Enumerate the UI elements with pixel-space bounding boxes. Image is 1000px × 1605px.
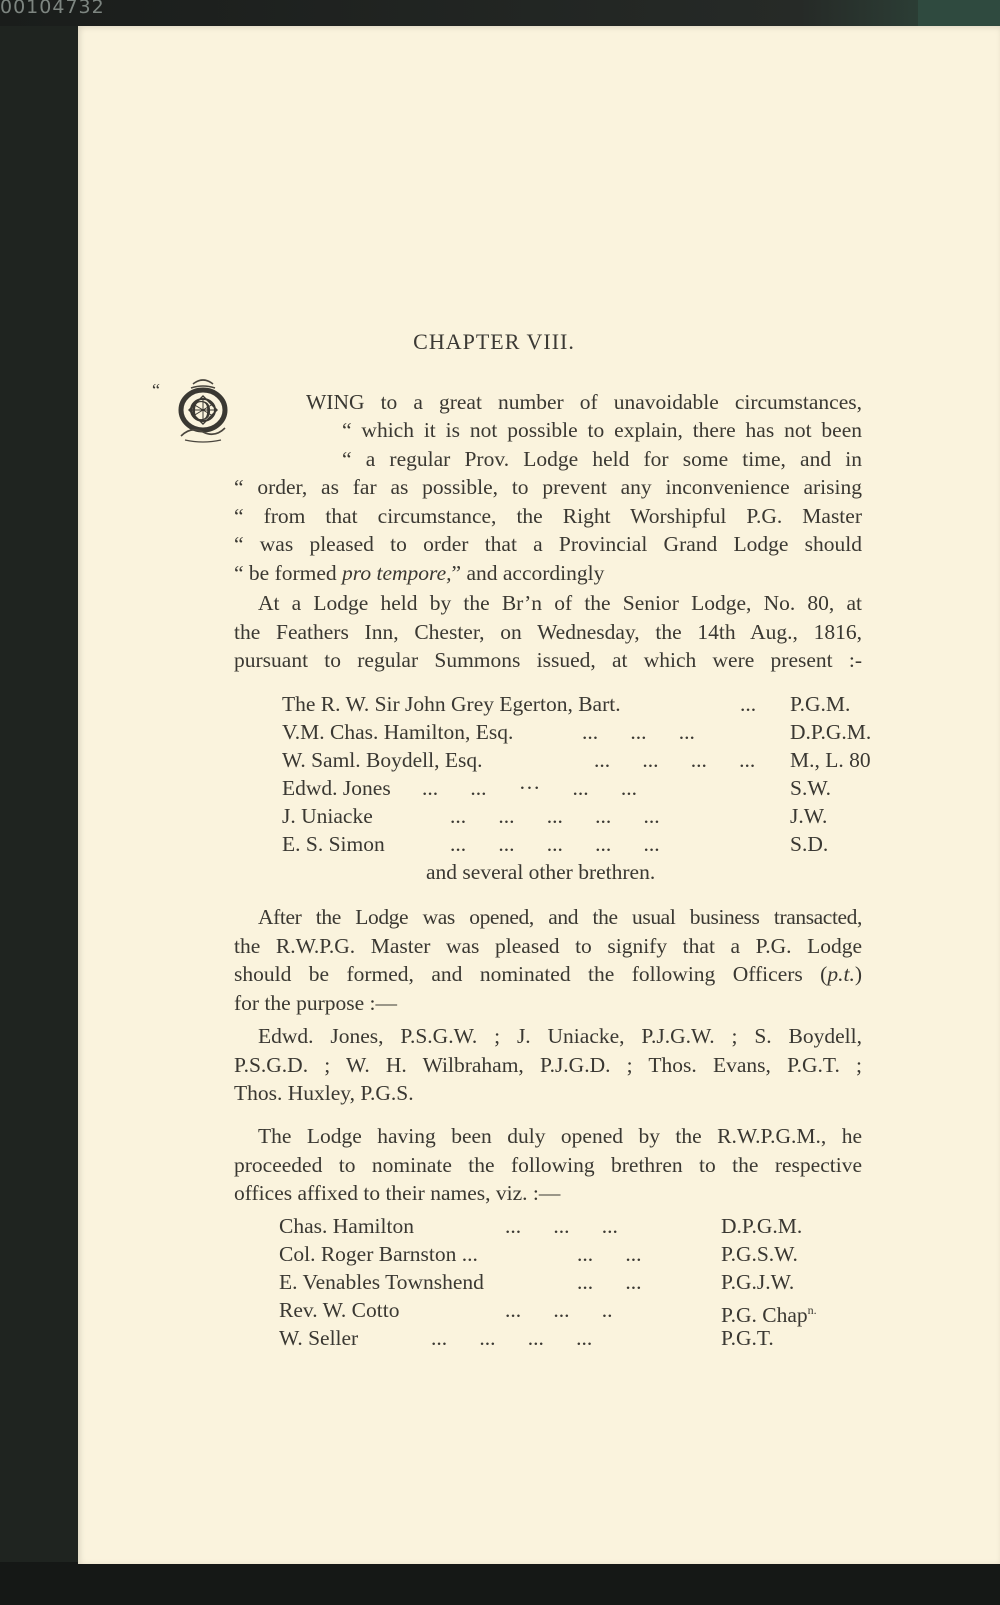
opening-line-1: WING to a great number of unavoidable circumstances, — [306, 390, 862, 414]
present-title: J.W. — [790, 804, 828, 828]
scan-header-strip — [0, 0, 1000, 26]
opening-paragraph — [234, 388, 862, 417]
present-title: S.W. — [790, 776, 832, 800]
meeting-line-3: pursuant to regular Summons issued, at which were present :- — [234, 648, 862, 672]
appointed-name: Chas. Hamilton — [279, 1214, 414, 1238]
appointed-list — [279, 1212, 839, 1362]
present-dots: ... — [740, 692, 757, 716]
present-dots: ... ... ··· ... ... — [422, 776, 637, 800]
opening-paragraph-body — [234, 473, 862, 587]
present-list — [282, 690, 872, 870]
appointed-dots: ... ... .. — [505, 1298, 613, 1322]
present-name: Edwd. Jones — [282, 776, 391, 800]
present-dots: ... ... ... ... ... — [450, 804, 660, 828]
nomination-line-1: The Lodge having been duly opened by the R.W.P.G.M., he — [258, 1124, 862, 1148]
appointed-dots: ... ... ... — [505, 1214, 618, 1238]
officers-pt-line-3: Thos. Huxley, P.G.S. — [234, 1081, 414, 1105]
after-line-1: After the Lodge was opened, and the usual business transacted, — [258, 905, 862, 929]
nomination-line-2: proceeded to nominate the following brethren to the respective — [234, 1152, 862, 1177]
opening-line-7-start: “ be formed — [234, 560, 343, 585]
appointed-title: D.P.G.M. — [721, 1214, 803, 1238]
appointed-title: P.G.J.W. — [721, 1270, 795, 1294]
after-line-2: the R.W.P.G. Master was pleased to signify that a P.G. Lodge — [234, 933, 862, 958]
officers-pt-paragraph — [234, 1022, 862, 1108]
meeting-paragraph — [234, 589, 862, 675]
officers-pt-line-1: Edwd. Jones, P.S.G.W. ; J. Uniacke, P.J.G.W. ; S. Boydell, — [258, 1024, 862, 1048]
appointed-name: E. Venables Townshend — [279, 1270, 484, 1294]
opening-line-2: “ which it is not possible to explain, there has not been — [342, 418, 862, 442]
ornamental-drop-cap-icon — [171, 378, 235, 446]
present-title: D.P.G.M. — [790, 720, 872, 744]
present-name: E. S. Simon — [282, 832, 385, 856]
pro-tempore-italic: pro tempore, — [342, 560, 452, 585]
appointed-title-text: P.G. Chap — [721, 1303, 808, 1328]
appointed-title: P.G.S.W. — [721, 1242, 798, 1266]
opening-open-quote: “ — [152, 380, 160, 400]
meeting-line-1: At a Lodge held by the Br’n of the Senior Lodge, No. 80, at — [258, 591, 862, 615]
appointed-title-sup: n. — [807, 1303, 817, 1317]
appointed-name: W. Seller — [279, 1326, 359, 1350]
appointed-name: Rev. W. Cotto — [279, 1298, 400, 1322]
chapter-title: CHAPTER VIII. — [413, 329, 575, 354]
present-footer: and several other brethren. — [426, 860, 656, 884]
present-title: P.G.M. — [790, 692, 851, 716]
scan-id: 00104732 — [0, 0, 105, 18]
nomination-line-3: offices affixed to their names, viz. :— — [234, 1181, 561, 1205]
drop-cap-letter: O — [191, 396, 212, 427]
present-name: V.M. Chas. Hamilton, Esq. — [282, 720, 514, 744]
present-dots: ... ... ... — [582, 720, 695, 744]
scan-bottom-strip — [0, 1562, 1000, 1605]
opening-line-7-end: ” and accordingly — [451, 560, 605, 585]
opening-line-7 — [234, 559, 862, 588]
present-title: S.D. — [790, 832, 829, 856]
after-paragraph — [234, 903, 862, 1017]
nomination-paragraph — [234, 1122, 862, 1208]
appointed-title: P.G.T. — [721, 1326, 774, 1350]
appointed-dots: ... ... — [577, 1242, 642, 1266]
opening-line-3: “ a regular Prov. Lodge held for some time, and in — [342, 446, 862, 471]
opening-line-4: “ order, as far as possible, to prevent any inconvenience arising — [234, 475, 862, 499]
appointed-dots: ... ... — [577, 1270, 642, 1294]
appointed-name: Col. Roger Barnston ... — [279, 1242, 478, 1266]
meeting-line-2: the Feathers Inn, Chester, on Wednesday, the 14th Aug., 1816, — [234, 619, 862, 644]
present-name: J. Uniacke — [282, 804, 373, 828]
opening-paragraph-cont — [234, 416, 862, 473]
pt-italic: p.t. — [827, 962, 855, 986]
present-name: The R. W. Sir John Grey Egerton, Bart. — [282, 692, 621, 716]
present-dots: ... ... ... ... — [594, 748, 756, 772]
after-line-4: for the purpose :— — [234, 990, 398, 1015]
opening-line-6: “ was pleased to order that a Provincial Grand Lodge should — [234, 532, 862, 556]
present-dots: ... ... ... ... ... — [450, 832, 660, 856]
present-name: W. Saml. Boydell, Esq. — [282, 748, 483, 772]
present-title: M., L. 80 — [790, 748, 871, 772]
after-line-3-end: ) — [854, 962, 862, 986]
opening-line-5: “ from that circumstance, the Right Worshipful P.G. Master — [234, 503, 862, 528]
officers-pt-line-2: P.S.G.D. ; W. H. Wilbraham, P.J.G.D. ; Thos. Evans, P.G.T. ; — [234, 1052, 862, 1077]
appointed-dots: ... ... ... ... — [431, 1326, 593, 1350]
after-line-3 — [234, 960, 862, 989]
after-line-3-text: should be formed, and nominated the following Officers ( — [234, 962, 828, 986]
